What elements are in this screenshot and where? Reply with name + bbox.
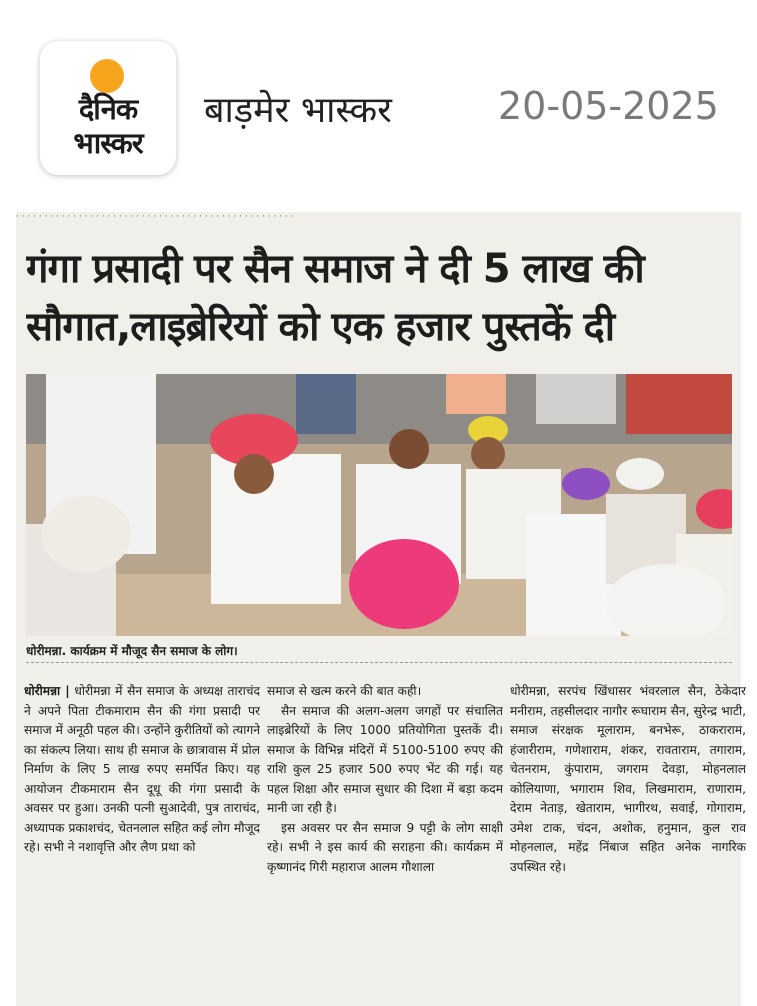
column2-paragraph-3: इस अवसर पर सैन समाज 9 पट्टी के लोग साक्षी रहे। सभी ने इस कार्य की सराहना की। कार्यक्रम में कृष्णानंद गिरी महाराज आलम गौशाला: [267, 820, 503, 874]
article-headline: [26, 240, 741, 356]
edition-name: बाड़मेर भास्कर: [204, 90, 392, 131]
article-photo: [26, 374, 732, 636]
headline-line2: सौगात,लाइब्रेरियों को एक हजार पुस्तकें दी: [26, 304, 615, 350]
photo-caption: धोरीमन्ना. कार्यक्रम में मौजूद सैन समाज के लोग।: [26, 640, 732, 663]
newspaper-clipping[interactable]: [16, 212, 746, 1006]
column1-paragraph: [24, 682, 260, 858]
article-body: [22, 682, 746, 1002]
article-column-3: [510, 682, 746, 992]
article-dateline: धोरीमन्ना |: [24, 684, 70, 698]
crowd-photo-illustration: [26, 374, 732, 636]
column1-text: धोरीमन्ना में सैन समाज के अध्यक्ष ताराचंद ने अपने पिता टीकमाराम सैन की गंगा प्रसादी पर समाज में अनूठी पहल की। उन्होंने कुरीतियों को त्यागने का संकल्प लिया। साथ ही समाज के छात्रावास में प्रोल निर्माण के लिए 5 लाख रुपए समर्पित किए। यह आयोजन टीकमाराम सैन दूधू की गंगा प्रसादी के अवसर पर हुआ। उनकी पत्नी सुआदेवी, पुत्र ताराचंद, अध्यापक प्रकाशचंद, चेतनलाल सहित कई लोग मौजूद रहे। सभी ने नशावृत्ति और लैण प्रथा को: [24, 684, 260, 854]
column2-paragraph-1: समाज से खत्म करने की बात कही।: [267, 684, 422, 698]
cropped-previous-text: · · · · · · · · · · · · · · · · · · · · · · · · · · · · · · · · · · · · · · · · · · · · · · · · ·: [16, 212, 294, 222]
app-header: [0, 0, 757, 200]
dainik-bhaskar-logo[interactable]: [40, 41, 176, 175]
article-column-2: [267, 682, 503, 992]
logo-text-line1: दैनिक: [78, 92, 138, 126]
sun-logo-icon: [90, 59, 124, 93]
edition-date: 20-05-2025: [498, 84, 719, 128]
article-column-1: [24, 682, 260, 992]
headline-line1: गंगा प्रसादी पर सैन समाज ने दी 5 लाख की: [26, 246, 644, 292]
logo-text-line2: भास्कर: [73, 126, 143, 160]
column2-paragraph-2: सैन समाज की अलग-अलग जगहों पर संचालित लाइब्रेरियों के लिए 1000 प्रतियोगिता पुस्तकें दी। समाज के विभिन्न मंदिरों में 5100-5100 रुपए की राशि कुल 25 हजार 500 रुपए भेंट की गई। यह पहल शिक्षा और समाज सुधार की दिशा में बड़ा कदम मानी जा रही है।: [267, 703, 503, 815]
column3-paragraph: धोरीमन्ना, सरपंच खिंधासर भंवरलाल सैन, ठेकेदार मनीराम, तहसीलदार नागौर रूघाराम सैन, सुरेन्द्र भाटी, समाज संरक्षक मूलाराम, बनभेरू, ठाकराराम, हंजारीराम, गणेशाराम, शंकर, रावताराम, तगाराम, चेतनराम, कुंपाराम, जगराम देवड़ा, मोहनलाल कोलियाणा, भगाराम शिव, लिखमाराम, राणाराम, देराम नेताड़, खेताराम, भागीरथ, सवाई, गोगाराम, उमेश टाक, चंदन, अशोक, हनुमान, कुल राव मोहनलाल, महेंद्र निंबाज सहित अनेक नागरिक उपस्थित रहे।: [510, 684, 746, 874]
